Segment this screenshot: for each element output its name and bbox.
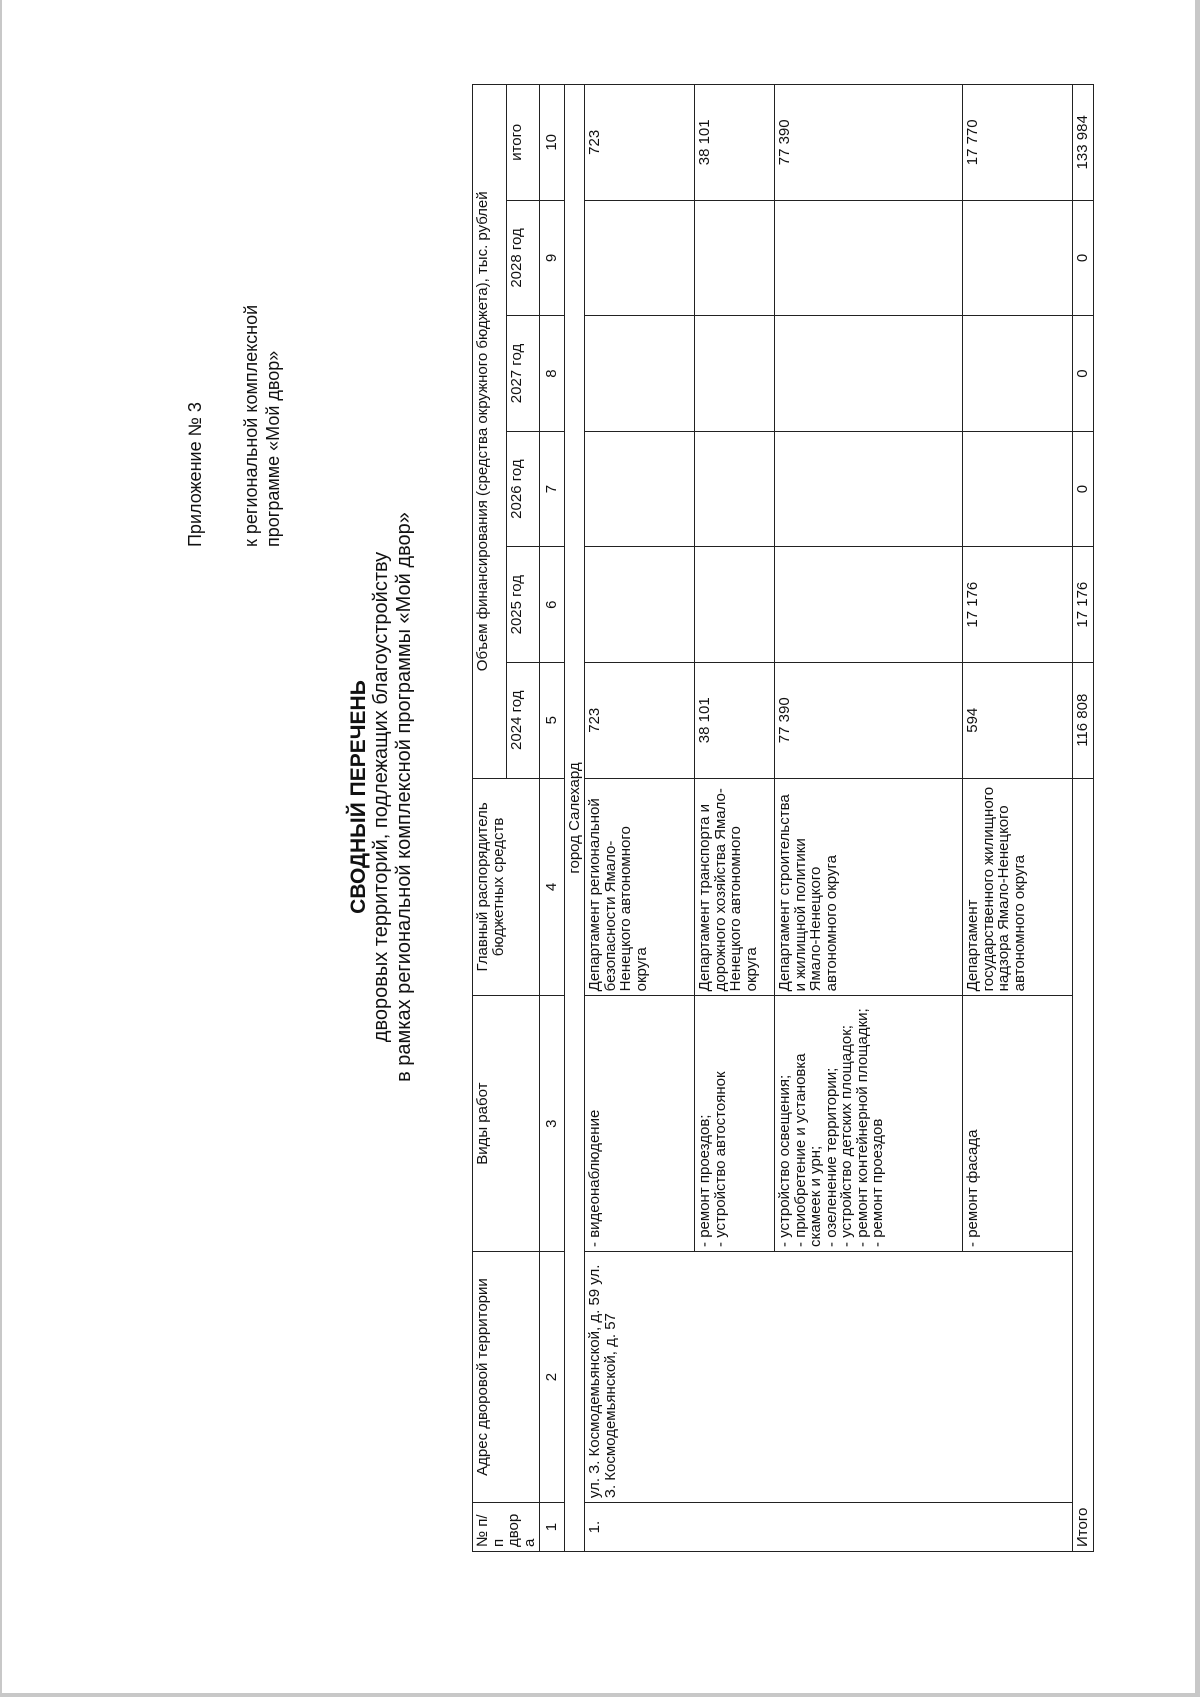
table-row: [585, 85, 695, 1552]
header-row: [473, 85, 507, 1552]
row-works: - видеонаблюдение: [585, 996, 695, 1252]
row-manager: Департамент транспорта и дорожного хозяйства Ямало-Ненецкого автономного округа: [695, 778, 775, 996]
totals-2026: 0: [1073, 431, 1094, 547]
row-2024: 38 101: [695, 662, 775, 778]
column-number: 4: [540, 778, 565, 996]
document-subtitle-1: дворовых территорий, подлежащих благоустройству: [370, 551, 392, 1043]
row-2028: [963, 200, 1073, 316]
column-number: 6: [540, 547, 565, 663]
document-page: [2, 0, 1195, 1693]
row-number: 1.: [585, 1503, 1073, 1552]
row-2026: [963, 431, 1073, 547]
header-2024: 2024 год: [506, 662, 540, 778]
header-manager: Главный распорядитель бюджетных средств: [473, 778, 540, 996]
row-address: ул. З. Космодемьянской, д. 59 ул. З. Космодемьянской, д. 57: [585, 1251, 1073, 1502]
rotated-page-content: [2, 0, 1200, 1697]
row-2025: 17 176: [963, 547, 1073, 663]
totals-2025: 17 176: [1073, 547, 1094, 663]
row-total: 77 390: [775, 85, 963, 201]
appendix-line-2: программе «Мой двор»: [263, 350, 283, 547]
row-2027: [585, 316, 695, 432]
row-works: - ремонт фасада: [963, 996, 1073, 1252]
totals-2024: 116 808: [1073, 662, 1094, 778]
column-number: 5: [540, 662, 565, 778]
document-heading: [347, 497, 416, 1097]
column-number: 8: [540, 316, 565, 432]
appendix-line-1: к региональной комплексной: [241, 304, 261, 547]
header-2026: 2026 год: [506, 431, 540, 547]
header-2025: 2025 год: [506, 547, 540, 663]
row-2028: [775, 200, 963, 316]
row-total: 723: [585, 85, 695, 201]
row-total: 17 770: [963, 85, 1073, 201]
column-numbers-row: [540, 85, 565, 1552]
row-works: - устройство освещения; - приобретение и установка скамеек и урн; - озеленение территории; - устройство детских площадок; - ремонт контейнерной площадки; - ремонт проездов: [775, 996, 963, 1252]
row-2027: [963, 316, 1073, 432]
header-2027: 2027 год: [506, 316, 540, 432]
row-2024: 594: [963, 662, 1073, 778]
totals-row: [1073, 85, 1094, 1552]
header-works: Виды работ: [473, 996, 540, 1252]
document-subtitle-2: в рамках региональной комплексной программы «Мой двор»: [393, 512, 415, 1082]
row-manager: Департамент строительства и жилищной политики Ямало-Ненецкого автономного округа: [775, 778, 963, 996]
totals-2027: 0: [1073, 316, 1094, 432]
column-number: 3: [540, 996, 565, 1252]
header-funding: Объем финансирования (средства окружного бюджета), тыс. рублей: [473, 85, 507, 779]
row-2025: [775, 547, 963, 663]
row-2026: [585, 431, 695, 547]
document-title: СВОДНЫЙ ПЕРЕЧЕНЬ: [347, 680, 370, 914]
row-2024: 77 390: [775, 662, 963, 778]
header-number: № п/п двора: [473, 1503, 540, 1552]
column-number: 2: [540, 1251, 565, 1502]
row-2025: [695, 547, 775, 663]
city-row: [564, 85, 585, 1552]
header-total: итого: [506, 85, 540, 201]
row-manager: Департамент государственного жилищного надзора Ямало-Ненецкого автономного округа: [963, 778, 1073, 996]
row-2026: [695, 431, 775, 547]
header-2028: 2028 год: [506, 200, 540, 316]
totals-label: Итого: [1073, 778, 1094, 1551]
row-2027: [775, 316, 963, 432]
summary-table: [472, 84, 1094, 1552]
column-number: 1: [540, 1503, 565, 1552]
row-works: - ремонт проездов; - устройство автостоянок: [695, 996, 775, 1252]
row-total: 38 101: [695, 85, 775, 201]
row-2026: [775, 431, 963, 547]
row-2025: [585, 547, 695, 663]
column-number: 7: [540, 431, 565, 547]
column-number: 9: [540, 200, 565, 316]
header-address: Адрес дворовой территории: [473, 1251, 540, 1502]
totals-total: 133 984: [1073, 85, 1094, 201]
row-2027: [695, 316, 775, 432]
city-name: город Салехард: [564, 85, 585, 1552]
row-2024: 723: [585, 662, 695, 778]
column-number: 10: [540, 85, 565, 201]
totals-2028: 0: [1073, 200, 1094, 316]
row-2028: [695, 200, 775, 316]
row-manager: Департамент региональной безопасности Ямало-Ненецкого автономного округа: [585, 778, 695, 996]
appendix-number: Приложение № 3: [185, 402, 205, 547]
appendix-block: [184, 305, 284, 547]
row-2028: [585, 200, 695, 316]
